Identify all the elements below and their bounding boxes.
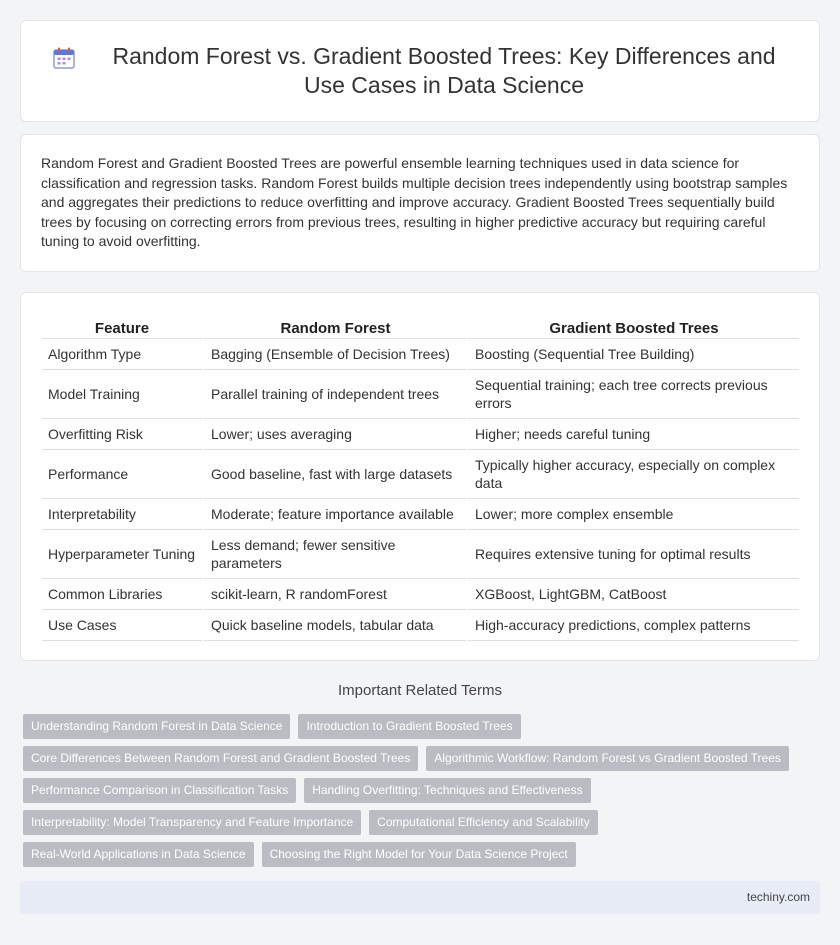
table-cell: Overfitting Risk bbox=[42, 419, 202, 450]
table-cell: Hyperparameter Tuning bbox=[42, 530, 202, 579]
related-term-tag[interactable]: Choosing the Right Model for Your Data Science Project bbox=[262, 842, 576, 867]
table-cell: XGBoost, LightGBM, CatBoost bbox=[466, 579, 799, 610]
related-terms-list bbox=[23, 714, 823, 874]
table-row bbox=[42, 579, 799, 610]
table-cell: Lower; uses averaging bbox=[202, 419, 466, 450]
table-cell: Higher; needs careful tuning bbox=[466, 419, 799, 450]
related-terms-heading: Important Related Terms bbox=[338, 682, 502, 699]
table-cell: Bagging (Ensemble of Decision Trees) bbox=[202, 339, 466, 370]
table-cell: Model Training bbox=[42, 370, 202, 419]
table-cell: Good baseline, fast with large datasets bbox=[202, 450, 466, 499]
table-row bbox=[42, 610, 799, 641]
calendar-icon bbox=[51, 45, 77, 71]
related-term-tag[interactable]: Handling Overfitting: Techniques and Effectiveness bbox=[304, 778, 590, 803]
table-cell: Moderate; feature importance available bbox=[202, 499, 466, 530]
table-row bbox=[42, 370, 799, 419]
table-cell: Common Libraries bbox=[42, 579, 202, 610]
table-cell: Performance bbox=[42, 450, 202, 499]
intro-card bbox=[20, 134, 820, 272]
header-card bbox=[20, 20, 820, 122]
related-term-tag[interactable]: Computational Efficiency and Scalability bbox=[369, 810, 598, 835]
table-row bbox=[42, 530, 799, 579]
table-cell: High-accuracy predictions, complex patterns bbox=[466, 610, 799, 641]
table-cell: Lower; more complex ensemble bbox=[466, 499, 799, 530]
header-feature: Feature bbox=[42, 311, 202, 339]
intro-paragraph: Random Forest and Gradient Boosted Trees are powerful ensemble learning techniques used in data science for classification and regression tasks. Random Forest builds multiple decision trees independently using bootstrap samples and aggregates their predictions to reduce overfitting and improve accuracy. Gradient Boosted Trees sequentially build trees by focusing on correcting errors from previous trees, resulting in higher predictive accuracy but requiring careful tuning to avoid overfitting. bbox=[41, 155, 788, 250]
related-term-tag[interactable]: Interpretability: Model Transparency and Feature Importance bbox=[23, 810, 361, 835]
table-header-row bbox=[42, 311, 799, 339]
table-cell: Algorithm Type bbox=[42, 339, 202, 370]
related-term-tag[interactable]: Introduction to Gradient Boosted Trees bbox=[298, 714, 520, 739]
related-term-tag[interactable]: Algorithmic Workflow: Random Forest vs Gradient Boosted Trees bbox=[426, 746, 789, 771]
related-term-tag[interactable]: Performance Comparison in Classification Tasks bbox=[23, 778, 296, 803]
table-cell: Sequential training; each tree corrects previous errors bbox=[466, 370, 799, 419]
page-title: Random Forest vs. Gradient Boosted Trees: Key Differences and Use Cases in Data Science bbox=[112, 43, 776, 98]
footer bbox=[20, 881, 820, 914]
table-cell: Use Cases bbox=[42, 610, 202, 641]
table-cell: Requires extensive tuning for optimal results bbox=[466, 530, 799, 579]
table-cell: Typically higher accuracy, especially on complex data bbox=[466, 450, 799, 499]
footer-site-link[interactable]: techiny.com bbox=[746, 890, 810, 904]
comparison-table bbox=[42, 311, 799, 641]
header-random-forest: Random Forest bbox=[202, 311, 466, 339]
table-cell: scikit-learn, R randomForest bbox=[202, 579, 466, 610]
table-row bbox=[42, 419, 799, 450]
table-cell: Interpretability bbox=[42, 499, 202, 530]
related-term-tag[interactable]: Understanding Random Forest in Data Science bbox=[23, 714, 290, 739]
comparison-table-card bbox=[20, 292, 820, 661]
table-row bbox=[42, 450, 799, 499]
table-cell: Boosting (Sequential Tree Building) bbox=[466, 339, 799, 370]
related-term-tag[interactable]: Real-World Applications in Data Science bbox=[23, 842, 254, 867]
table-cell: Less demand; fewer sensitive parameters bbox=[202, 530, 466, 579]
related-term-tag[interactable]: Core Differences Between Random Forest and Gradient Boosted Trees bbox=[23, 746, 418, 771]
table-cell: Quick baseline models, tabular data bbox=[202, 610, 466, 641]
table-cell: Parallel training of independent trees bbox=[202, 370, 466, 419]
header-gradient-boosted-trees: Gradient Boosted Trees bbox=[466, 311, 799, 339]
table-row bbox=[42, 339, 799, 370]
table-row bbox=[42, 499, 799, 530]
